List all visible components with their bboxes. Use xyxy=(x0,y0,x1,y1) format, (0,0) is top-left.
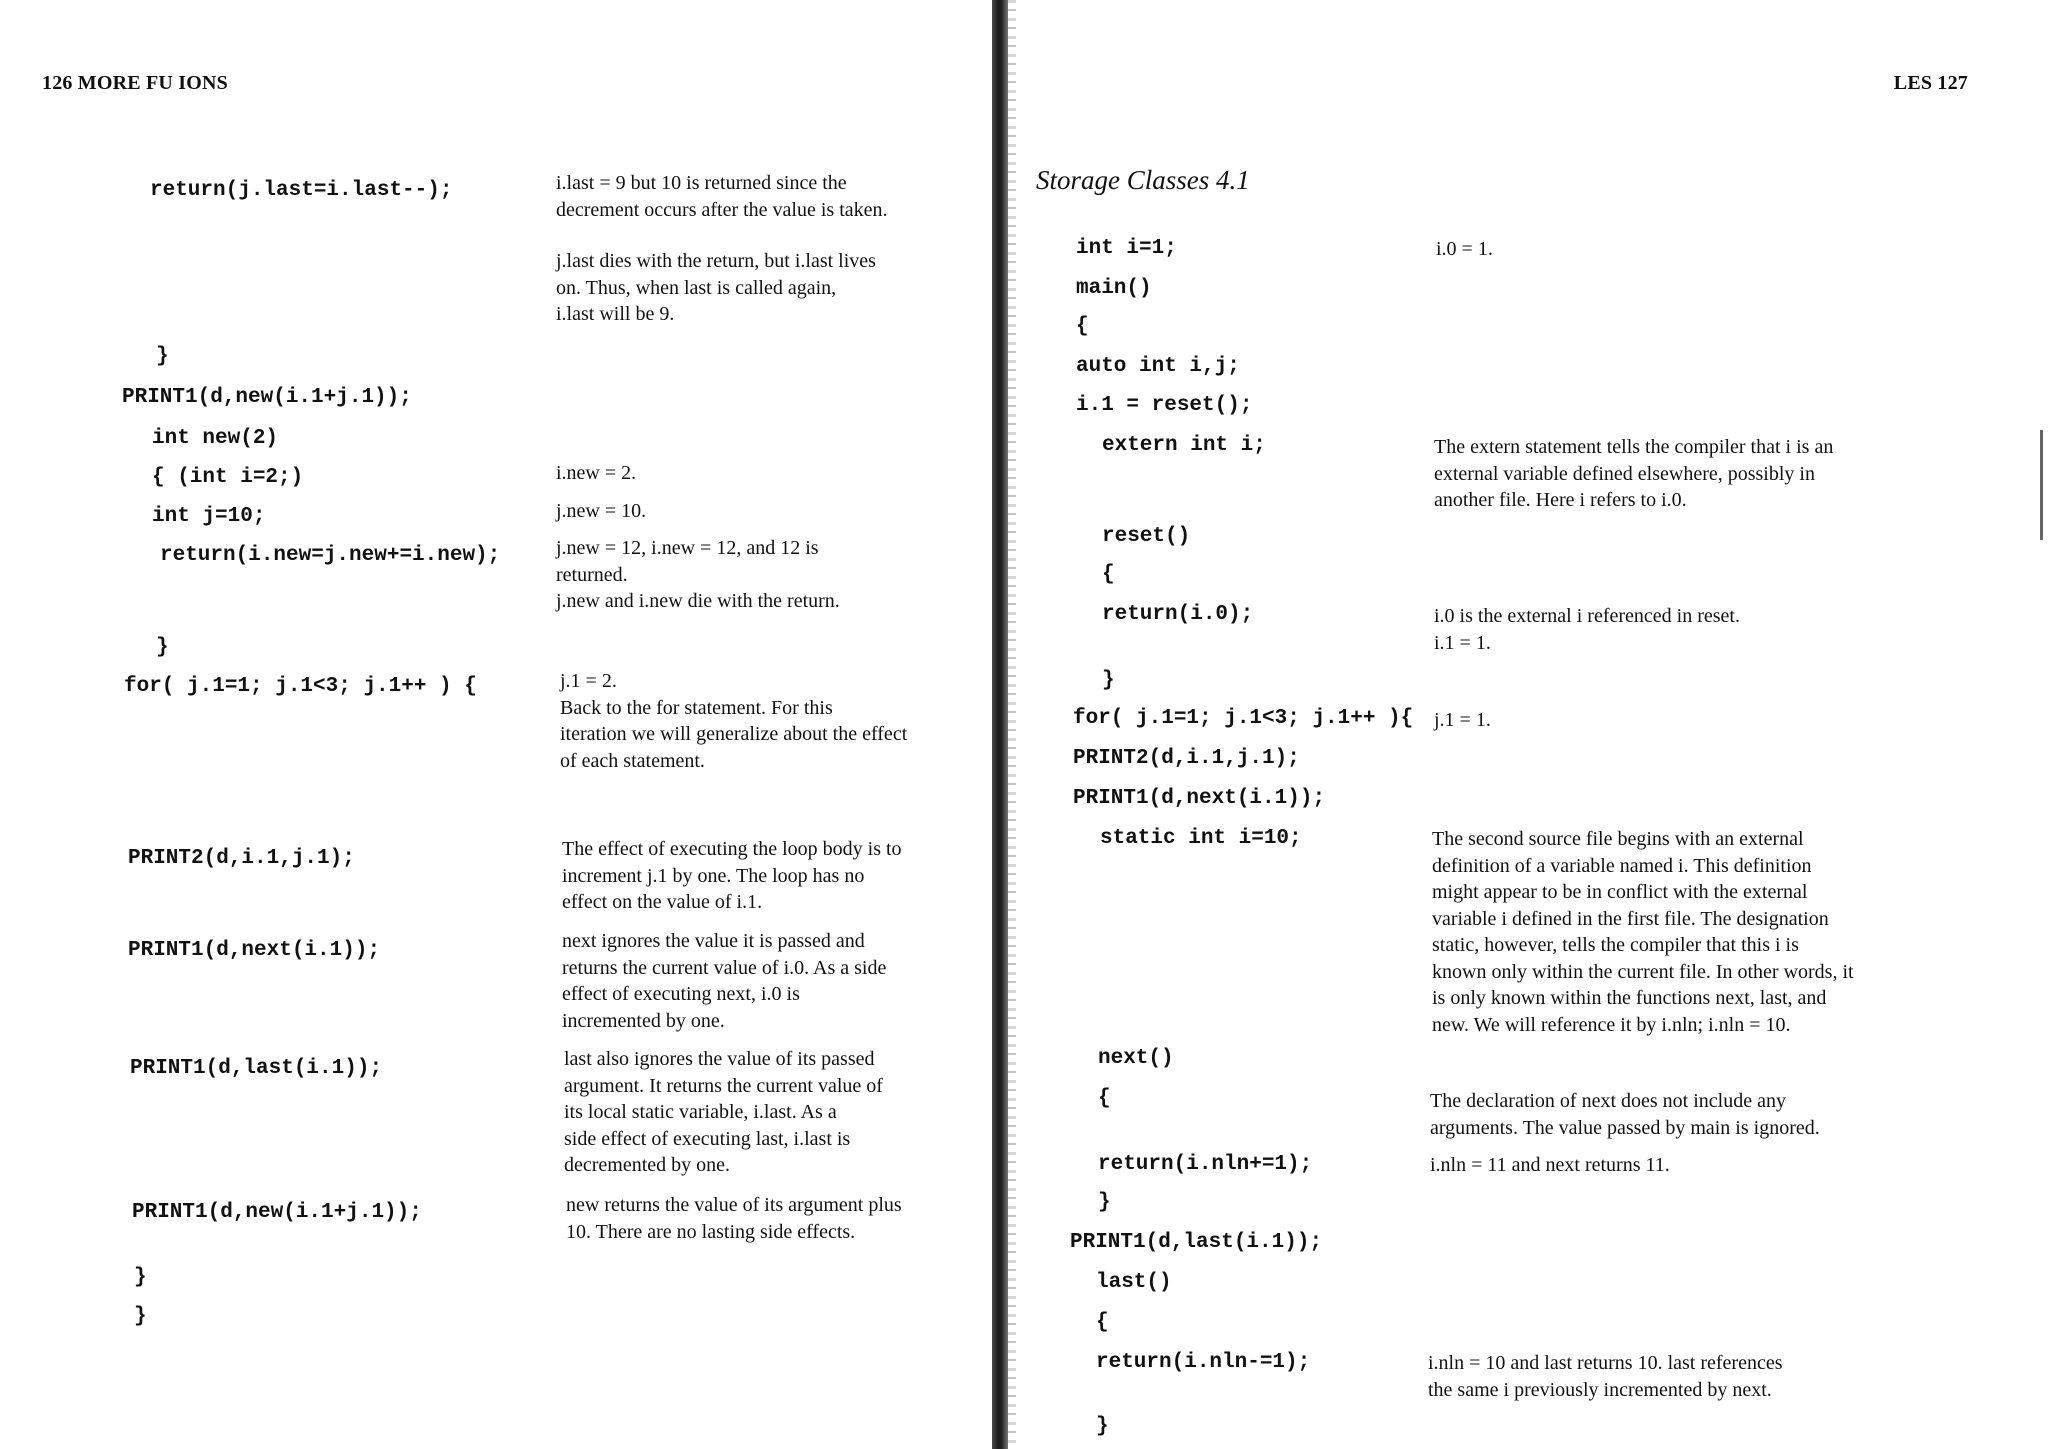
annotation: i.0 is the external i referenced in reset. i.1 = 1. xyxy=(1434,605,1740,654)
annotation: i.nln = 11 and next returns 11. xyxy=(1430,1154,1670,1176)
code-line: } xyxy=(1098,1191,1111,1214)
right-page xyxy=(1000,0,2048,1449)
code-line: int j=10; xyxy=(152,505,266,528)
code-line: { xyxy=(1098,1087,1111,1110)
code-line: for( j.1=1; j.1<3; j.1++ ) { xyxy=(124,675,477,698)
code-line: reset() xyxy=(1102,525,1191,548)
code-line: PRINT1(d,last(i.1)); xyxy=(130,1057,383,1080)
annotation: new returns the value of its argument plus 10. There are no lasting side effects. xyxy=(566,1194,902,1243)
annotation: The declaration of next does not include any arguments. The value passed by main is ignored. xyxy=(1430,1090,1820,1139)
annotation: i.nln = 10 and last returns 10. last references the same i previously incremented by next. xyxy=(1428,1352,1783,1401)
annotation: The effect of executing the loop body is to increment j.1 by one. The loop has no effect on the value of i.1. xyxy=(562,838,902,913)
code-line: PRINT1(d,new(i.1+j.1)); xyxy=(122,386,412,409)
code-line: extern int i; xyxy=(1102,434,1266,457)
left-page-header: 126 MORE FU IONS xyxy=(42,72,228,94)
code-line: { xyxy=(1102,563,1115,586)
code-line: } xyxy=(156,636,169,659)
code-line: next() xyxy=(1098,1047,1174,1070)
annotation: next ignores the value it is passed and returns the current value of i.0. As a side effect of executing next, i.0 is incremented by one. xyxy=(562,930,887,1032)
code-line: main() xyxy=(1076,277,1152,300)
annotation: The extern statement tells the compiler that i is an external variable defined elsewhere, possibly in another file. Here i refers to i.0. xyxy=(1434,436,1834,511)
code-line: { (int i=2;) xyxy=(152,466,304,489)
code-line: int i=1; xyxy=(1076,237,1177,260)
code-line: static int i=10; xyxy=(1100,827,1302,850)
annotation: i.0 = 1. xyxy=(1436,238,1493,260)
code-line: for( j.1=1; j.1<3; j.1++ ){ xyxy=(1073,707,1414,730)
right-page-header: LES 127 xyxy=(1893,72,1968,94)
annotation: j.new = 12, i.new = 12, and 12 is returned. j.new and i.new die with the return. xyxy=(556,537,840,612)
code-line: PRINT1(d,next(i.1)); xyxy=(1073,787,1326,810)
left-page xyxy=(0,0,990,1449)
code-line: } xyxy=(1102,669,1115,692)
code-line: } xyxy=(1096,1415,1109,1438)
annotation: j.last dies with the return, but i.last lives on. Thus, when last is called again, i.last will be 9. xyxy=(556,250,876,325)
annotation: i.last = 9 but 10 is returned since the decrement occurs after the value is taken. xyxy=(556,172,888,221)
code-line: } xyxy=(156,345,169,368)
code-line: return(j.last=i.last--); xyxy=(150,179,453,202)
annotation: j.new = 10. xyxy=(556,500,647,522)
code-line: PRINT2(d,i.1,j.1); xyxy=(128,847,355,870)
code-line: i.1 = reset(); xyxy=(1076,394,1253,417)
code-line: auto int i,j; xyxy=(1076,355,1240,378)
code-line: PRINT2(d,i.1,j.1); xyxy=(1073,747,1300,770)
code-line: PRINT1(d,last(i.1)); xyxy=(1070,1231,1323,1254)
code-line: int new(2) xyxy=(152,427,279,450)
code-line: PRINT1(d,next(i.1)); xyxy=(128,939,381,962)
code-line: return(i.new=j.new+=i.new); xyxy=(160,544,501,567)
annotation: The second source file begins with an external definition of a variable named i. This definition might appear to be in conflict with the external variable i defined in the first file. The designation static, however, tells the compiler that this i is known only within the current file. In other words, it is only known within the functions next, last, and new. We will reference it by i.nln; i.nln = 10. xyxy=(1432,828,1854,1036)
code-line: return(i.0); xyxy=(1102,603,1254,626)
code-line: PRINT1(d,new(i.1+j.1)); xyxy=(132,1201,422,1224)
code-line: { xyxy=(1096,1311,1109,1334)
code-line: return(i.nln-=1); xyxy=(1096,1351,1311,1374)
section-title: Storage Classes 4.1 xyxy=(1036,165,1250,195)
code-line: last() xyxy=(1096,1271,1172,1294)
code-line: } xyxy=(134,1305,147,1328)
annotation: i.new = 2. xyxy=(556,462,637,484)
annotation: j.1 = 1. xyxy=(1434,709,1491,731)
annotation: last also ignores the value of its passed argument. It returns the current value of its local static variable, i.last. As a side effect of executing last, i.last is decremented by one. xyxy=(564,1048,883,1176)
code-line: return(i.nln+=1); xyxy=(1098,1153,1313,1176)
annotation: j.1 = 2. Back to the for statement. For this iteration we will generalize about the effect of each statement. xyxy=(560,670,908,772)
code-line: } xyxy=(134,1266,147,1289)
code-line: { xyxy=(1076,315,1089,338)
